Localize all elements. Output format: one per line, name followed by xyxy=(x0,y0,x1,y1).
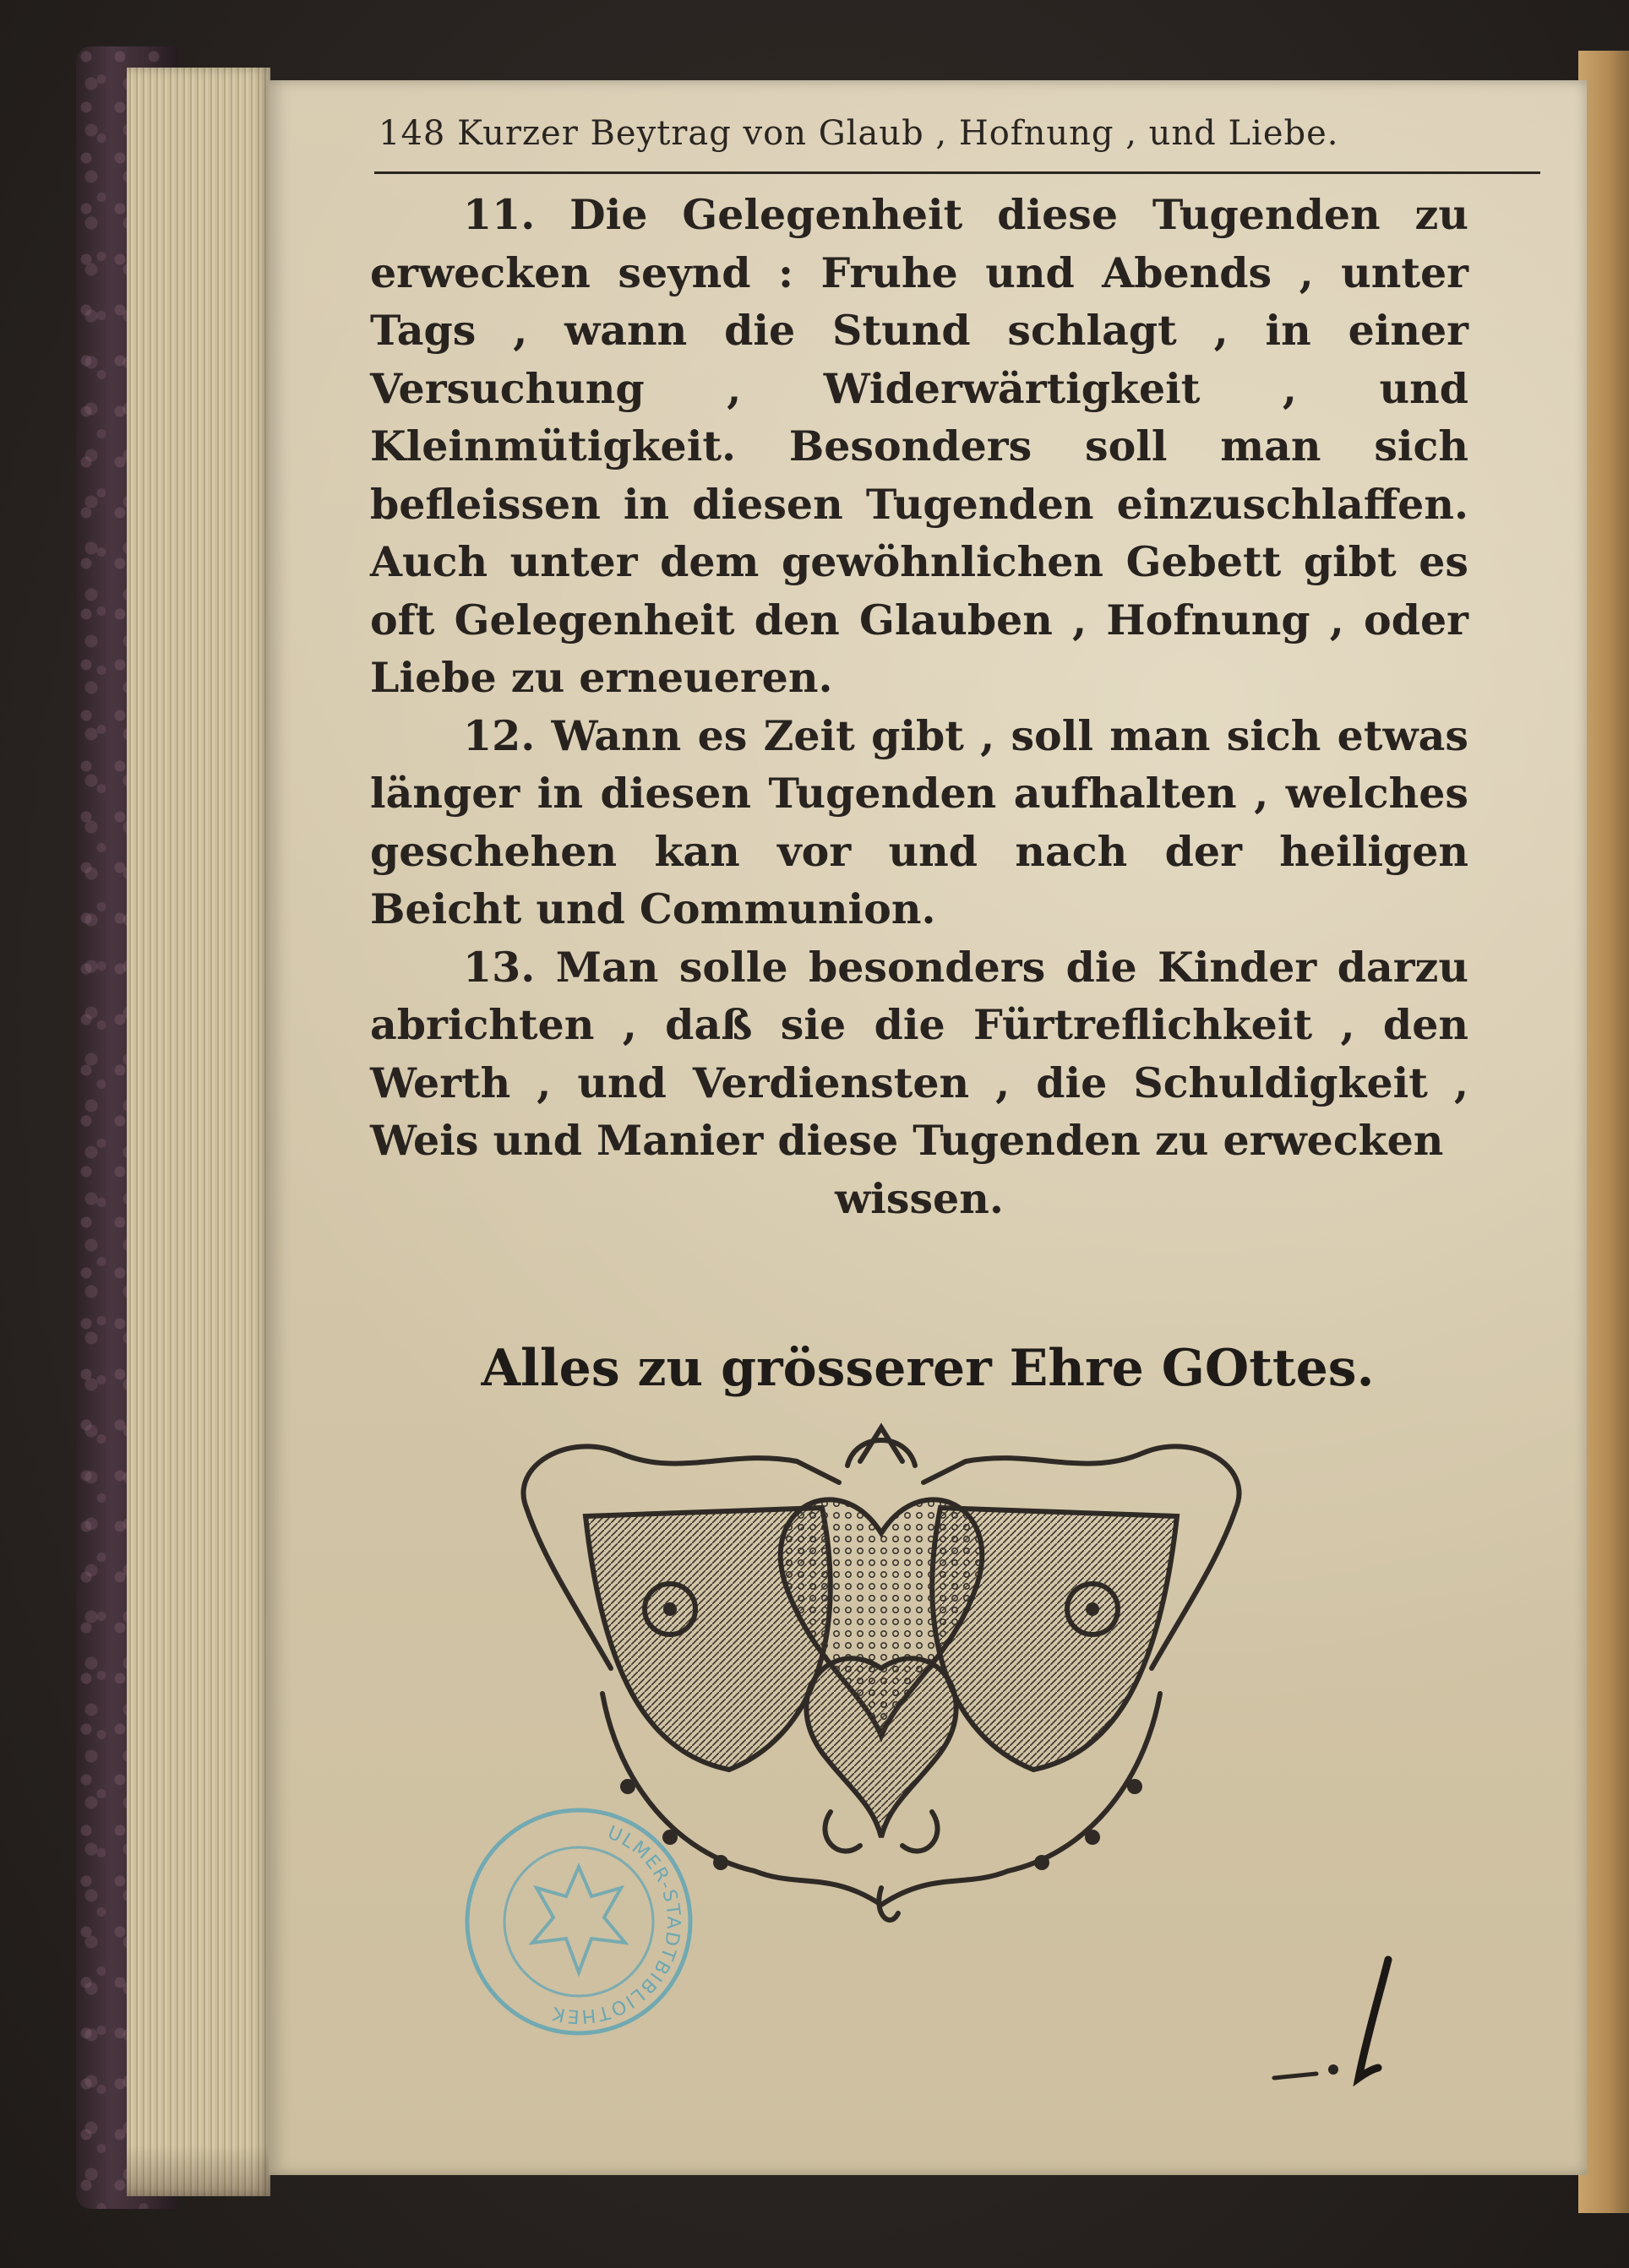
book-page xyxy=(269,80,1587,2175)
stamp-text: ULMER-STADTBIBLIOTHEK xyxy=(548,1822,684,2027)
paragraph-number: 11. xyxy=(463,190,536,239)
pencil-mark xyxy=(1270,1951,1430,2112)
paragraph-13-last-line: wissen. xyxy=(835,1173,1004,1223)
running-head: 148 Kurzer Beytrag von Glaub , Hofnung , und Liebe. xyxy=(379,114,1339,153)
paragraph-13 xyxy=(370,938,1468,1170)
library-stamp-icon xyxy=(456,1799,701,2044)
header-rule xyxy=(374,171,1540,174)
paragraph-12 xyxy=(370,707,1468,938)
paragraph-number: 12. xyxy=(463,710,536,760)
body-text xyxy=(370,186,1468,1227)
paragraph-11 xyxy=(370,186,1468,707)
pencil-mark-text xyxy=(1430,1951,1431,1952)
paragraph-number: 13. xyxy=(463,942,536,992)
page-edges xyxy=(127,68,270,2196)
paragraph-text: Wann es Zeit gibt , soll man sich etwas länger in diesen Tugenden aufhalten , welches geschehen kan vor und nach der heiligen Beicht und Communion. xyxy=(370,710,1468,933)
paragraph-text: Man solle besonders die Kinder darzu abrichten , daß sie die Fürtreflichkeit , den Werth , und Verdiensten , die Schuldigkeit , Weis und Manier diese Tugenden zu erwecken xyxy=(370,942,1468,1165)
paragraph-text: Die Gelegenheit diese Tugenden zu erwecken seynd : Fruhe und Abends , unter Tags , wann die Stund schlagt , in einer Versuchung , Widerwärtigkeit , und Kleinmütigkeit. Besonders soll man sich befleissen in diesen Tugenden einzuschlaffen. Auch unter dem gewöhnlichen Gebett gibt es oft Gelegenheit den Glauben , Hofnung , oder Liebe zu erneueren. xyxy=(370,190,1469,702)
closing-line: Alles zu grösserer Ehre GOttes. xyxy=(481,1339,1375,1398)
pencil-mark-icon xyxy=(1270,1951,1430,2112)
